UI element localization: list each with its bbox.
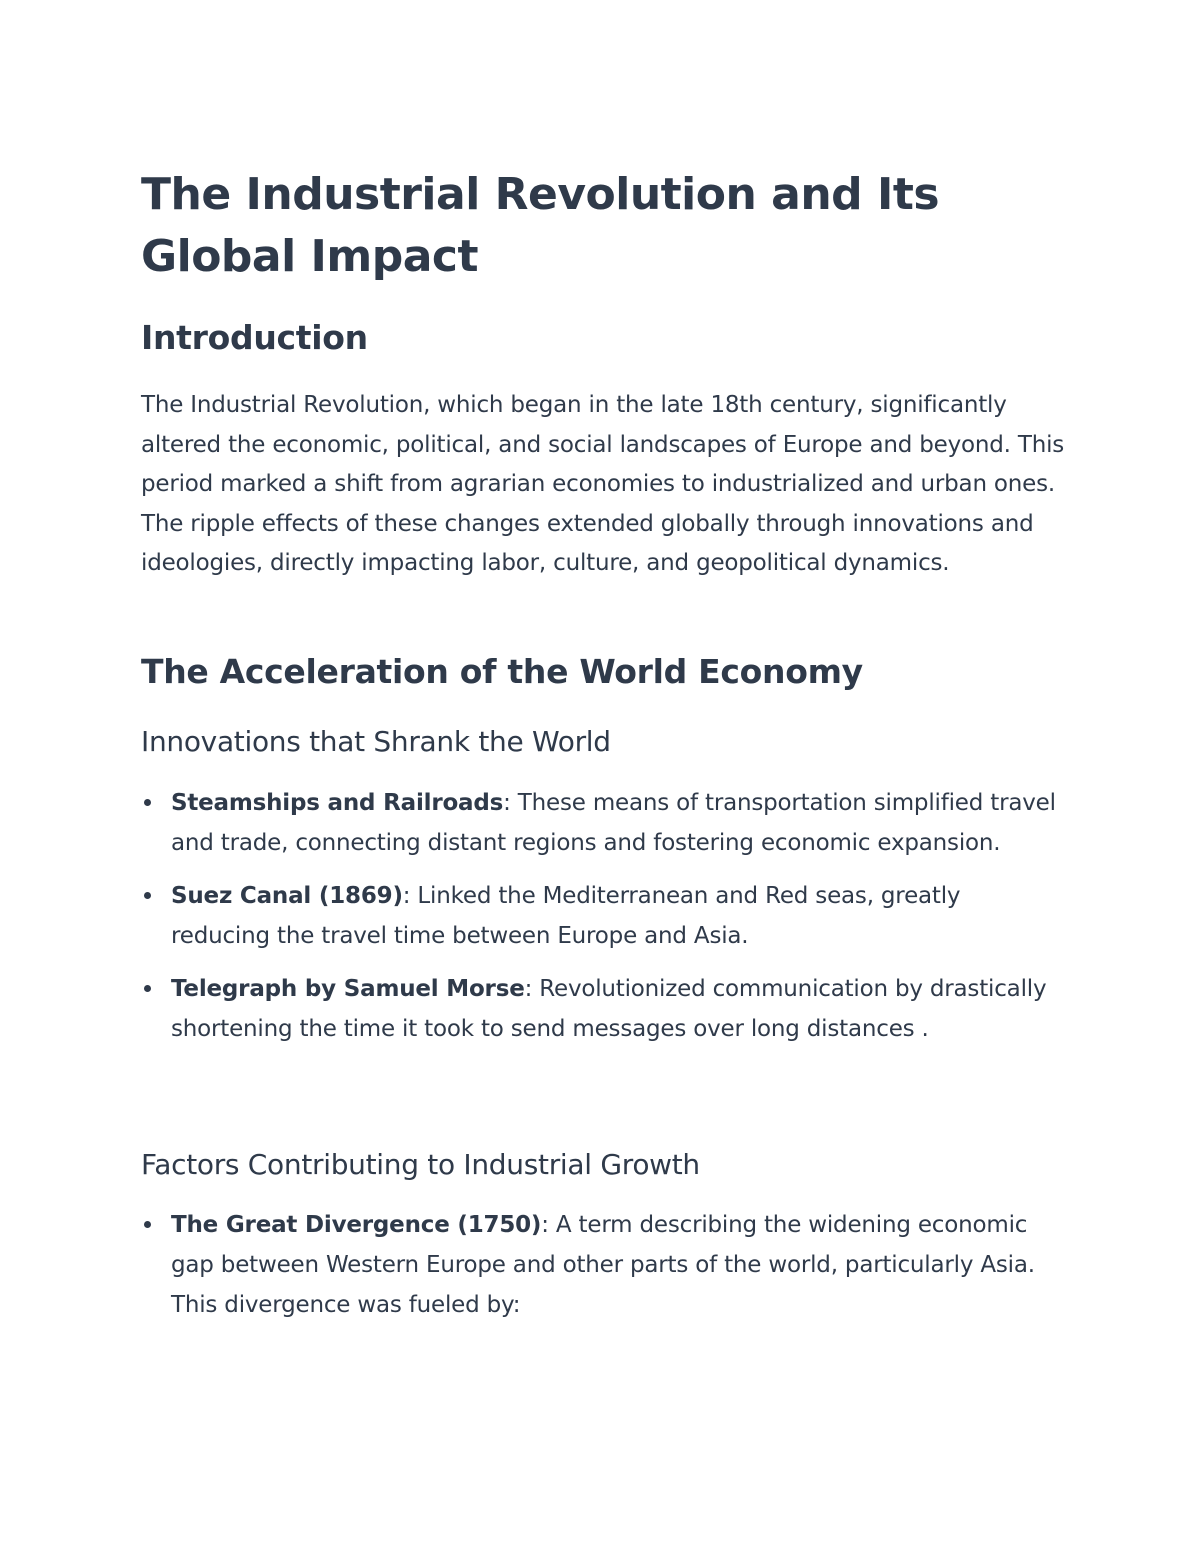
- factors-list: [141, 1205, 1066, 1325]
- bullet-icon: [144, 985, 151, 992]
- bullet-icon: [144, 892, 151, 899]
- list-item: [141, 783, 1066, 863]
- list-item-text: : A term describing the widening economic gap between Western Europe and other parts of the world, particularly Asia. This divergence was fueled by:: [171, 1212, 1035, 1318]
- document-title: The Industrial Revolution and Its Global Impact: [141, 169, 940, 282]
- bullet-icon: [144, 1221, 151, 1228]
- introduction-heading: Introduction: [141, 318, 368, 357]
- factors-subheading: Factors Contributing to Industrial Growth: [141, 1148, 700, 1181]
- list-item-text: : Revolutionized communication by drastically shortening the time it took to send messages over long distances .: [171, 976, 1047, 1042]
- innovations-list: [141, 783, 1066, 1049]
- list-item-term: Steamships and Railroads: [171, 790, 504, 816]
- list-item-term: Telegraph by Samuel Morse: [171, 976, 525, 1002]
- acceleration-heading: The Acceleration of the World Economy: [141, 652, 863, 691]
- bullet-icon: [144, 799, 151, 806]
- list-item-text: : These means of transportation simplified travel and trade, connecting distant regions and fostering economic expansion.: [171, 790, 1056, 856]
- list-item: [141, 969, 1066, 1049]
- list-item: [141, 876, 1066, 956]
- innovations-subheading: Innovations that Shrank the World: [141, 725, 611, 758]
- list-item-term: The Great Divergence (1750): [171, 1212, 542, 1238]
- list-item-text: : Linked the Mediterranean and Red seas, greatly reducing the travel time between Europe and Asia.: [171, 883, 961, 949]
- introduction-paragraph: The Industrial Revolution, which began in the late 18th century, significantly altered the economic, political, and social landscapes of Europe and beyond. This period marked a shift from agrarian economies to industrialized and urban ones. The ripple effects of these changes extended globally through innovations and ideologies, directly impacting labor, culture, and geopolitical dynamics.: [141, 392, 1065, 577]
- list-item-term: Suez Canal (1869): [171, 883, 403, 909]
- list-item: [141, 1205, 1066, 1325]
